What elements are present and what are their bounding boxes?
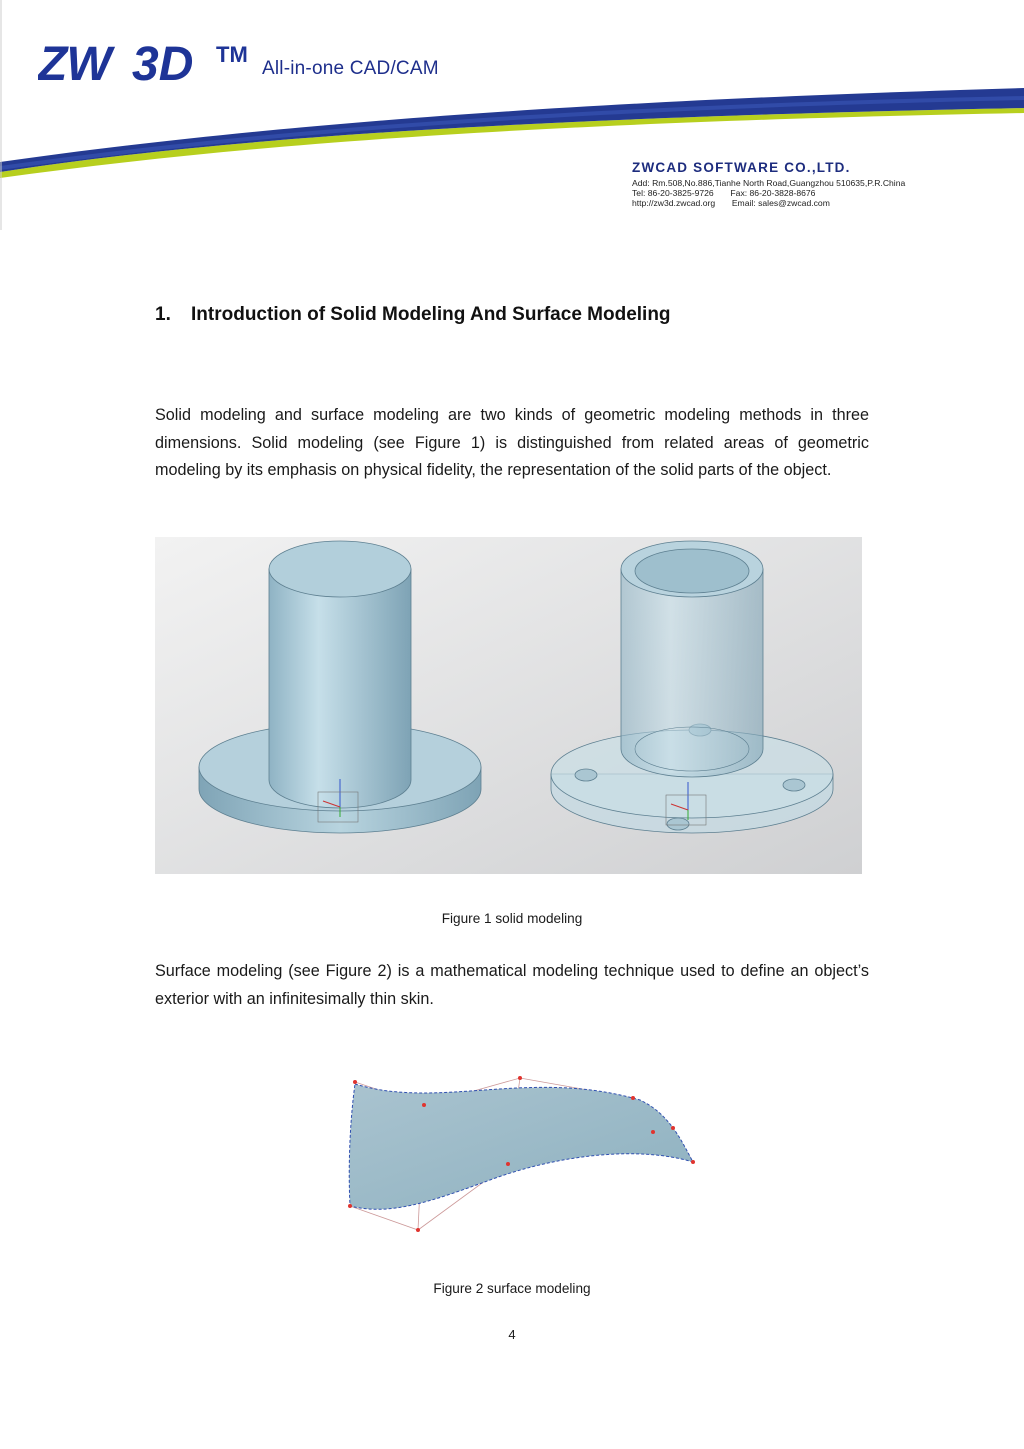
page-number: 4 [508,1327,516,1342]
svg-text:TM: TM [216,42,248,67]
company-phone: Tel: 86-20-3825-9726 Fax: 86-20-3828-8676 [632,188,816,198]
figure2-caption: Figure 2 surface modeling [433,1281,591,1296]
header-swoosh [0,0,1024,230]
tagline: All-in-one CAD/CAM [262,58,439,79]
figure1-caption: Figure 1 solid modeling [441,911,583,926]
svg-text:ZW: ZW [38,38,111,88]
figure1-image [155,537,862,874]
company-address: Add: Rm.508,No.886,Tianhe North Road,Guangzhou 510635,P.R.China [632,178,906,188]
page-header [0,0,1024,230]
figure2-image [340,1070,710,1240]
intro-paragraph: Solid modeling and surface modeling are two kinds of geometric modeling methods in three dimensions. Solid modeling (see Figure 1) is distinguished from related areas of geometric modeling by its emphasis on physical fidelity, the representation of the solid parts of the object. [155,406,869,479]
section-heading [155,304,671,326]
section-number: 1. [155,304,171,325]
zw3d-logo [38,38,258,88]
svg-text:3D: 3D [132,38,194,88]
section-title: Introduction of Solid Modeling And Surface Modeling [191,304,671,325]
company-web: http://zw3d.zwcad.org Email: sales@zwcad.com [632,198,830,208]
surface-paragraph: Surface modeling (see Figure 2) is a mathematical modeling technique used to define an object’s exterior with an infinitesimally thin skin. [155,962,869,1008]
company-name: ZWCAD SOFTWARE CO.,LTD. [632,160,851,175]
